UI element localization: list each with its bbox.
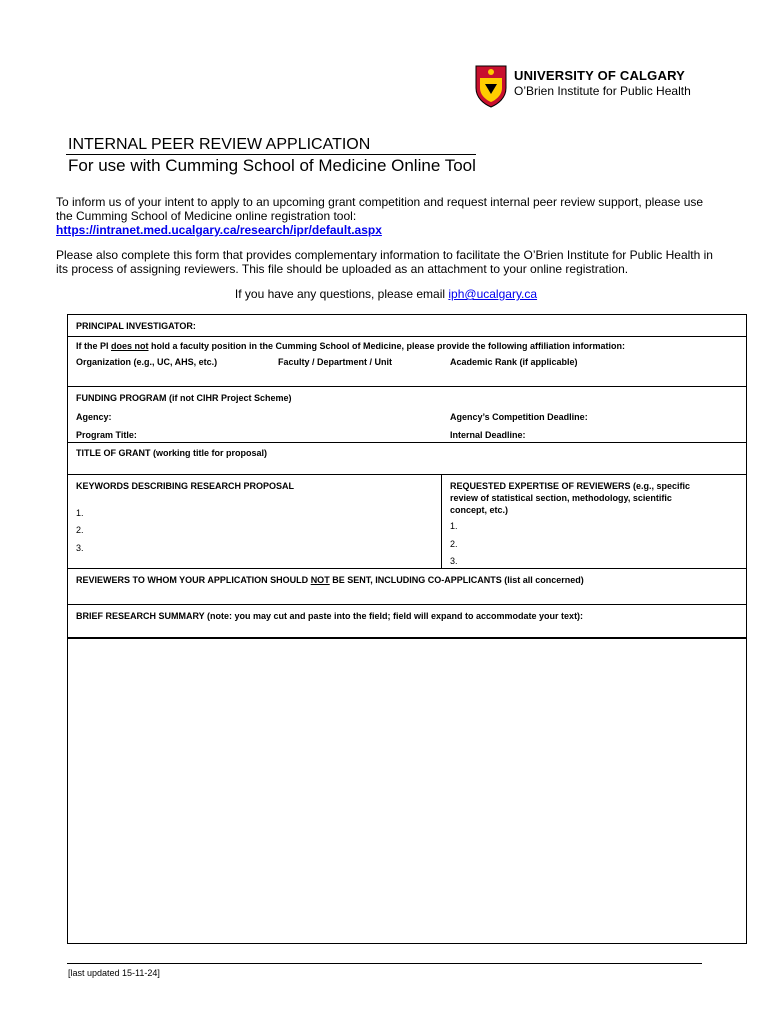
internal-deadline-label: Internal Deadline: <box>450 430 526 440</box>
excluded-reviewers-row[interactable] <box>68 569 746 605</box>
grant-title-label: TITLE OF GRANT (working title for proposal) <box>76 448 267 458</box>
expertise-3[interactable]: 3. <box>450 556 458 566</box>
form-subtitle: For use with Cumming School of Medicine Online Tool <box>68 156 476 175</box>
research-summary-field[interactable] <box>68 639 746 943</box>
affiliation-instructions <box>76 341 625 351</box>
pi-row[interactable] <box>68 315 746 337</box>
grant-title-row[interactable] <box>68 443 746 475</box>
university-logo <box>474 64 724 110</box>
questions-line <box>56 287 716 301</box>
faculty-label: Faculty / Department / Unit <box>278 357 393 367</box>
keywords-expertise-row <box>68 475 746 569</box>
affiliation-text-post: hold a faculty position in the Cumming School of Medicine, please provide the following affiliation information: <box>148 341 626 351</box>
registration-link[interactable]: https://intranet.med.ucalgary.ca/research/ipr/default.aspx <box>56 223 382 237</box>
funding-program-label: FUNDING PROGRAM (if not CIHR Project Scheme) <box>76 393 292 403</box>
academic-rank-label: Academic Rank (if applicable) <box>450 357 578 367</box>
intro-paragraph <box>56 195 716 237</box>
keywords-label: KEYWORDS DESCRIBING RESEARCH PROPOSAL <box>76 481 295 491</box>
university-name: UNIVERSITY OF CALGARY <box>514 68 686 83</box>
affiliation-text-pre: If the PI <box>76 341 112 351</box>
instructions-paragraph: Please also complete this form that provides complementary information to facilitate the O’Brien Institute for Public Health in its process of assigning reviewers. This file should be uploaded as an attachment to your online registration. <box>56 248 713 276</box>
keyword-2[interactable]: 2. <box>76 525 84 535</box>
title-underline <box>66 154 476 155</box>
form-title: INTERNAL PEER REVIEW APPLICATION <box>68 136 371 153</box>
expertise-label-line1: REQUESTED EXPERTISE OF REVIEWERS (e.g., specific <box>450 481 691 491</box>
funding-row[interactable] <box>68 387 746 443</box>
agency-deadline-label: Agency’s Competition Deadline: <box>450 412 588 422</box>
intro-text: To inform us of your intent to apply to an upcoming grant competition and request internal peer review support, please use the Cumming School of Medicine online registration tool: <box>56 195 704 223</box>
footer-divider <box>67 963 702 964</box>
summary-header-row <box>68 605 746 639</box>
reviewers-text-emphasis: NOT <box>310 575 330 585</box>
reviewers-text-post: BE SENT, INCLUDING CO-APPLICANTS (list all concerned) <box>329 575 584 585</box>
expertise-label-line3: concept, etc.) <box>450 505 509 515</box>
research-summary-label: BRIEF RESEARCH SUMMARY (note: you may cut and paste into the field; field will expand to accommodate your text): <box>76 611 584 621</box>
keyword-1[interactable]: 1. <box>76 508 84 518</box>
affiliation-row[interactable] <box>68 337 746 387</box>
university-crest-icon <box>474 64 508 108</box>
institute-name: O’Brien Institute for Public Health <box>514 84 691 98</box>
affiliation-text-emphasis: does not <box>111 341 149 351</box>
column-divider <box>441 475 442 569</box>
expertise-1[interactable]: 1. <box>450 521 458 531</box>
last-updated-note: [last updated 15-11-24] <box>68 968 160 978</box>
excluded-reviewers-label <box>76 575 584 585</box>
reviewers-text-pre: REVIEWERS TO WHOM YOUR APPLICATION SHOULD <box>76 575 311 585</box>
agency-label: Agency: <box>76 412 112 422</box>
questions-text: If you have any questions, please email <box>234 287 449 301</box>
program-title-label: Program Title: <box>76 430 137 440</box>
email-link[interactable]: iph@ucalgary.ca <box>448 287 538 301</box>
expertise-label-line2: review of statistical section, methodology, scientific <box>450 493 672 503</box>
organization-label: Organization (e.g., UC, AHS, etc.) <box>76 357 218 367</box>
expertise-2[interactable]: 2. <box>450 539 458 549</box>
keyword-3[interactable]: 3. <box>76 543 84 553</box>
application-form <box>67 314 747 944</box>
pi-label: PRINCIPAL INVESTIGATOR: <box>76 321 196 331</box>
